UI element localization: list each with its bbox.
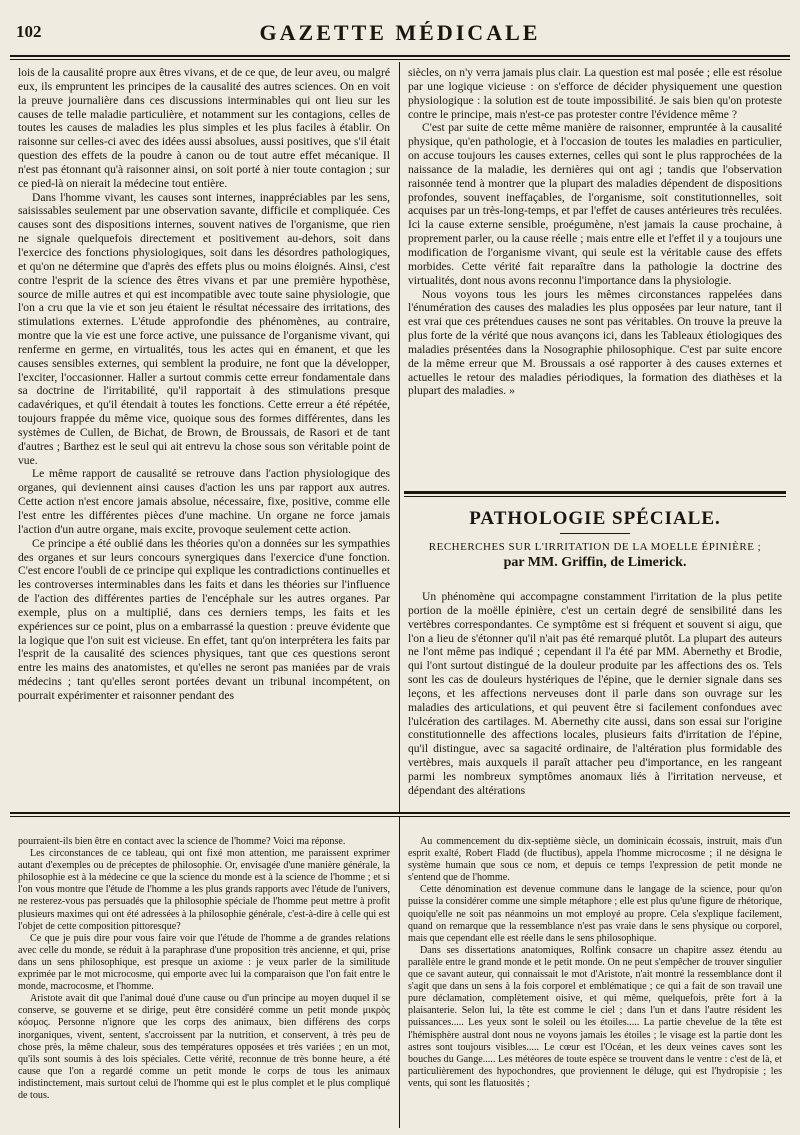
- paragraph: Nous voyons tous les jours les mêmes circonstances rappelées dans l'énumération des causes des maladies les plus opposées par leur nature, tant il est vrai que ces prétendues causes ne sont pas véritables. On trouve la preuve la plus forte de la vérité que nous avançons ici, dans les Tableaux étiologiques des maladies présentées dans la Nosographie philosophique. C'est par suite encore de la même erreur que M. Broussais a osé rapporter à des causes externes et actuelles le retour des maladies périodiques, la formation des diathèses et la plupart des maladies. »: [408, 287, 782, 398]
- page-header: [10, 20, 790, 48]
- paragraph: Un phénomène qui accompagne constamment l'irritation de la plus petite portion de la moëlle épinière, c'est un certain degré de sensibilité dans les vertèbres correspondantes. Ce symptôme est si fréquent et souvent si aigu, que l'on a lieu de s'étonner qu'il n'ait pas été remarqué plutôt. La plupart des auteurs ne l'ont même pas indiqué ; cependant il l'a été par MM. Abernethy et Brodie, qui l'ont surtout distingué de la douleur produite par les affections des os. Tels sont les cas de douleurs hystériques de l'épine, que le dernier signale dans ses leçons, et les affections nerveuses dont il parle dans son ouvrage sur les maladies des articulations, et qui peuvent être si facilement confondues avec l'ulcération des cartilages. M. Abernethy cite aussi, dans son essai sur l'origine constitutionnelle des affections locales, plusieurs faits d'irritation de l'épine, qu'il distingue, avec sa sagacité ordinaire, de l'altération plus formidable des vertèbres, mais auxquels il paraît attacher peu d'importance, en les rangeant parmi les nombreux symptômes anomaux liés à l'irritation nerveuse, et dépendant des altérations: [408, 590, 782, 797]
- feuilleton-rule: [10, 812, 790, 814]
- header-rule-thin: [10, 59, 790, 60]
- paragraph: Le même rapport de causalité se retrouve dans l'action physiologique des organes, qui deviennent ainsi causes d'action les uns par rapport aux autres. Cette action n'est encore jamais absolue, nécessaire, fixe, positive, comme elle l'est entre les différentes pièces d'une machine. Un organe ne force jamais l'action d'un autre organe, mais excite, provoque seulement cette action.: [18, 467, 390, 536]
- paragraph: Dans l'homme vivant, les causes sont internes, inappréciables par les sens, saisissables seulement par une observation savante, difficile et compliquée. Ces causes sont des dispositions internes, souvent natives de l'organisme, que rien ne signale quelquefois directement et positivement au-dehors, soit dans l'exercice des fonctions physiologiques, soit dans les désordres pathologiques, et qu'on ne détermine que d'après des effets plus ou moins éloignés. Ainsi, c'est contre l'esprit de la science des êtres vivans et par une première hypothèse, source de mille autres et qui est incompatible avec toute saine physiologie, que l'on a cru que la vie et son jeu étaient le résultat nécessaire des irritations, des stimulations externes. L'étude approfondie des phénomènes, au contraire, montre que la vie est une force active, une puissance de l'organisme vivant, qui renferme en germe, en virtualités, tous les actes qui en émanent, et que les causes sensibles externes, qui semblent la produire, ne font que la développer, l'exciter, l'occasionner. Haller a surtout commis cette erreur fondamentale dans sa doctrine de l'irritabilité, qu'il rapportait à des stimulations presque cadavériques, et qu'il étendait à toutes les fonctions. Cette erreur a été répétée, toujours frappée du même vice, quoique sous des formes différentes, dans les systèmes de Cullen, de Bichat, de Brown, de Broussais, de Rasori et de tant d'autres ; Barthez est le seul qui ait entrevu la chose sous son véritable point de vue.: [18, 190, 390, 467]
- header-rule: [10, 55, 790, 57]
- paragraph: pourraient-ils bien être en contact avec la science de l'homme? Voici ma réponse.: [18, 836, 346, 847]
- paragraph: Cette dénomination est devenue commune dans le langage de la science, pour qu'on puisse la considérer comme une simple métaphore ; elle est plus qu'une figure de rhétorique, quoiqu'elle ne soit pas néanmoins un mot employé au propre. Cela s'explique facilement, quand on remarque que la ressemblance n'est pas vraie dans le sens physique ou corporel, mais que cependant elle est réelle dans le sens philosophique.: [408, 884, 782, 944]
- column-divider: [399, 62, 400, 812]
- paragraph: lois de la causalité propre aux êtres vivans, et de ce que, de leur aveu, ou malgré eux, ils empruntent les principes de la causalité des autres sciences. On en voit la preuve journalière dans ces discussions interminables qui ont lieu sur les causes de telle maladie particulière, et notamment sur les contagions, celles de toutes les causes de maladies les plus simples et les plus faciles à établir. On raisonne sur celles-ci avec des idées aussi absolues, aussi positives, que s'il était question des effets de la poudre à canon ou de tout autre effet mécanique. Il n'est pas étonnant qu'à raisonner ainsi, on soit porté à nier toute contagion ; sur ce pied-là on nierait la médecine tout entière.: [18, 66, 390, 190]
- title-underline: [560, 533, 630, 534]
- article-byline: par MM. Griffin, de Limerick.: [503, 555, 687, 570]
- paragraph: Les circonstances de ce tableau, qui ont fixé mon attention, me paraissent exprimer autant d'exemples ou de préceptes de philosophie. Or, envisagée d'une manière générale, la philosophie est à la médecine ce que la science du monde est à la science de l'homme ; et si l'on vous montre que l'étude de l'homme a les plus grands rapports avec l'étude de l'univers, ne resterez-vous pas persuadés que la philosophie spéciale de l'homme peut mettre à profit plusieurs maximes qui ont été adressées à la philosophie générale, c'est-à-dire à celle qui est l'objet de cette composition pittoresque?: [18, 848, 390, 932]
- masthead-title: GAZETTE MÉDICALE: [259, 20, 541, 45]
- paragraph: siècles, on n'y verra jamais plus clair. La question est mal posée ; elle est résolue par une logique vicieuse : on s'efforce de décider physiquement une question physiologique : la solution est de toute impossibilité. Je sais bien qu'on proteste contre le principe, mais n'est-ce pas protester contre l'évidence même ?: [408, 66, 782, 121]
- paragraph: Ce que je puis dire pour vous faire voir que l'étude de l'homme a de grandes relations avec celle du monde, se réduit à la paraphrase d'une proposition très ancienne, et qui, prise dans un sens philosophique, est presque un axiome : je veux parler de la similitude exprimée par le mot microcosme, qui emporte avec lui la comparaison que l'on fait entre le monde, macrocosme, et l'homme.: [18, 932, 390, 993]
- article-heading: [408, 540, 782, 570]
- paragraph: Aristote avait dit que l'animal doué d'une cause ou d'un principe au moyen duquel il se conserve, se gouverne et se dirige, peut être considéré comme un petit monde μικρὸς κόσμος. Personne n'ignore que les corps des animaux, bien différens des corps inorganiques, vivent, sentent, s'accroissent par la nutrition, et conservent, à très peu de chose près, la même chaleur, sous des températures opposées et très variées ; en un mot, qu'ils sont soumis à des lois spéciales. Cette vérité, reconnue de très bonne heure, a été cause que l'on a regardé comme un petit monde le corps de tous les animaux indistinctement, mais surtout celui de l'homme qui est le plus complet et le plus compliqué de tous.: [18, 993, 390, 1101]
- section-rule: [404, 491, 786, 494]
- paragraph: Au commencement du dix-septième siècle, un dominicain écossais, instruit, mais d'un esprit exalté, Robert Fladd (de fluctibus), appela l'homme microcosme ; il ne désigna le système humain que sous ce nom, et depuis ce temps l'expression de petit monde ne s'entend que de l'homme.: [408, 836, 782, 884]
- article-title: RECHERCHES SUR L'IRRITATION DE LA MOELLE ÉPINIÈRE ;: [428, 541, 762, 553]
- feuilleton-left-column: [18, 836, 390, 1128]
- section-rule-thin: [404, 496, 786, 497]
- feuilleton-column-divider: [399, 816, 400, 1128]
- page-number: 102: [16, 22, 42, 41]
- feuilleton-rule-thin: [10, 816, 790, 817]
- paragraph: C'est par suite de cette même manière de raisonner, empruntée à la causalité physique, qu'en pathologie, et à l'occasion de toutes les maladies en particulier, on accuse toujours les causes externes, celles qui sont le plus rapprochées de la naissance de la maladie, les dernières qui ont agi ; tandis que l'observation raisonnée tend à montrer que la plupart des maladies dépendent de dispositions profondes, souvent ineffaçables, de l'organisme, soit constitutionnelles, soit acquises par un très-long-temps, et par l'effet de causes antérieures très reculées. Ici la cause externe sensible, proégumène, n'est jamais la cause prochaine, à proprement parler, ou la cause réelle ; mais entre elle et l'effet il y a toujours une modification de l'organisme vivant, qui seule est la véritable cause des effets morbides. Cette vérité fait reparaître dans la pathologie la doctrine des virtualités, dont nous avons reconnu l'importance dans la physiologie.: [408, 121, 782, 287]
- right-column-bottom: [408, 590, 782, 808]
- section-title: PATHOLOGIE SPÉCIALE.: [469, 508, 721, 529]
- feuilleton-right-column: [408, 836, 782, 1128]
- right-column-top: [408, 66, 782, 476]
- paragraph: Ce principe a été oublié dans les théories qu'on a données sur les sympathies des organes et sur leurs concours synergiques dans l'exercice d'une fonction. C'est encore l'oubli de ce principe qui explique les contradictions continuelles et les controverses interminables dans les faits et dans les théories sur l'influence de l'action des différentes parties de l'encéphale sur les autres organes. Par exemple, plus on a multiplié, dans ces derniers temps, les faits et les expériences sur ce point, plus on a embarrassé la question : preuve évidente que la logique que l'on suit est vicieuse. En effet, tant qu'on interprétera les faits par l'esprit de la causalité des sciences physiques, tant que ces questions seront entre les mains des anatomistes, et qu'elles ne seront pas maniées par de vrais médecins ; tant qu'elles seront portées devant un tribunal incompétent, on pourrait expérimenter et raisonner pendant des: [18, 536, 390, 702]
- paragraph: Dans ses dissertations anatomiques, Rolfink consacre un chapitre assez étendu au parallèle entre le grand monde et le petit monde. On ne peut s'empêcher de trouver singulier que ce savant auteur, qui connaissait le mot d'Aristote, n'ait montré la ressemblance dont il s'agit que dans un sens à la fois corporel et emblématique ; ce qui a fait de son travail une pure déclamation, complètement oisive, et qui même, quelquefois, prête fort à la plaisanterie. Selon lui, la tête est comme le ciel ; dans l'un et dans l'autre résident les puissances..... Les yeux sont le soleil ou les étoiles..... La partie chevelue de la tête est l'hémisphère austral dont nous ne voyons jamais les étoiles ; le visage est la partie dont les astres sont toujours visibles..... Le cœur est l'Océan, et les deux veines caves sont les bouches du Gange..... Les météores de toute espèce se trouvent dans le ventre : c'est de là, et particulièrement des hypochondres, que proviennent le déluge, qui est l'hydropisie ; les vents, qui sont les flatuosités ;: [408, 944, 782, 1089]
- left-column: [18, 66, 390, 806]
